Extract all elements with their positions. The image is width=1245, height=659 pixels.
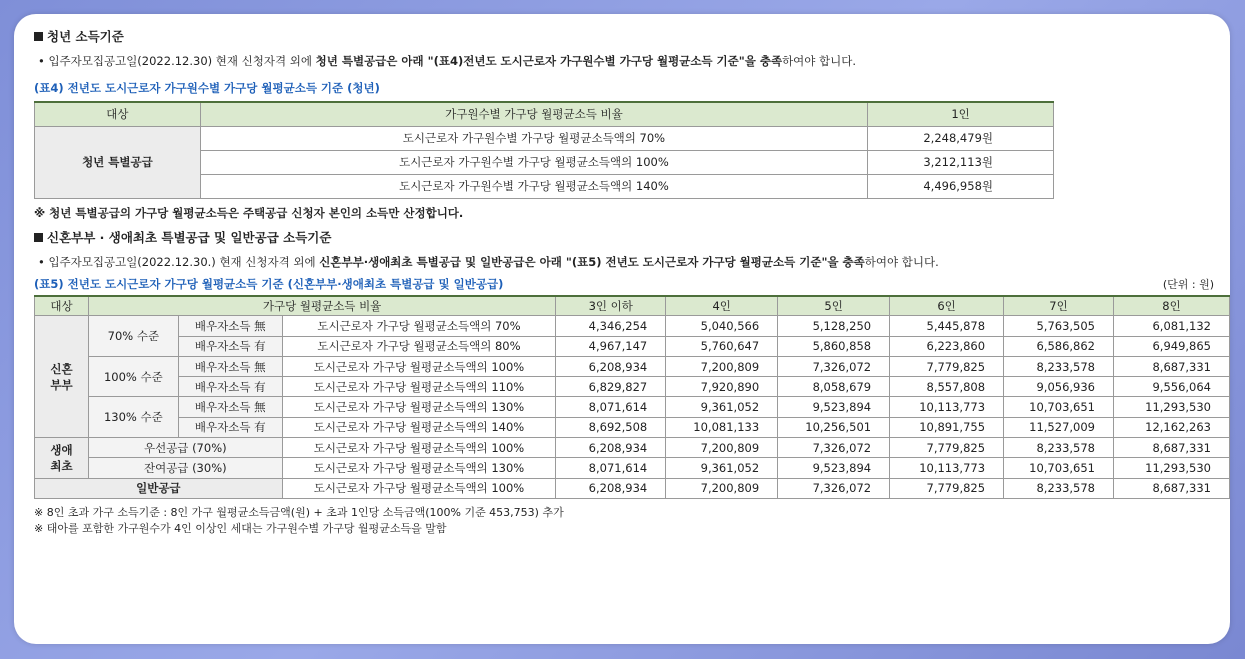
youth-note: ※ 청년 특별공급의 가구당 월평균소득은 주택공급 신청자 본인의 소득만 산정합니다.: [34, 205, 464, 220]
table5-header: 3인 이하: [556, 296, 666, 316]
spouse-income: 배우자소득 無: [178, 356, 282, 376]
table4-target: 청년 특별공급: [35, 126, 201, 198]
value: 11,293,530: [1114, 458, 1230, 478]
value: 9,556,064: [1114, 377, 1230, 397]
youth-heading: [34, 28, 1214, 46]
square-bullet-icon: [34, 32, 43, 41]
level-label: 130% 수준: [88, 397, 178, 438]
value: 7,200,809: [666, 478, 778, 498]
table4-header: 대상: [35, 102, 201, 126]
value: 5,040,566: [666, 316, 778, 336]
table-row: [35, 356, 1230, 376]
supply-label: 잔여공급 (30%): [88, 458, 282, 478]
table5-caption-row: [34, 275, 1214, 293]
value: 8,687,331: [1114, 438, 1230, 458]
table-row: [35, 438, 1230, 458]
level-label: 100% 수준: [88, 356, 178, 397]
footnotes: [34, 505, 1214, 537]
value: 7,326,072: [778, 356, 890, 376]
ratio: 도시근로자 가구당 월평균소득액의 130%: [282, 458, 556, 478]
value: 7,920,890: [666, 377, 778, 397]
table4-ratio: 도시근로자 가구원수별 가구당 월평균소득액의 140%: [200, 174, 867, 198]
spouse-income: 배우자소득 有: [178, 377, 282, 397]
value: 9,523,894: [778, 458, 890, 478]
value: 7,326,072: [778, 478, 890, 498]
level-label: 70% 수준: [88, 316, 178, 357]
table-row: [35, 458, 1230, 478]
value: 6,586,862: [1004, 336, 1114, 356]
ratio: 도시근로자 가구당 월평균소득액의 100%: [282, 356, 556, 376]
value: 10,113,773: [890, 397, 1004, 417]
value: 8,687,331: [1114, 478, 1230, 498]
youth-intro-a: • 입주자모집공고일(2022.12.30) 현재 신청자격 외에: [38, 54, 316, 68]
value: 8,058,679: [778, 377, 890, 397]
newlywed-intro-c: 하여야 합니다.: [864, 254, 939, 269]
ratio: 도시근로자 가구당 월평균소득액의 130%: [282, 397, 556, 417]
value: 8,071,614: [556, 458, 666, 478]
value: 4,967,147: [556, 336, 666, 356]
value: 6,208,934: [556, 478, 666, 498]
document-card: [14, 14, 1230, 644]
group-first-time: 생애 최초: [35, 438, 89, 479]
table4-header: 가구원수별 가구당 월평균소득 비율: [200, 102, 867, 126]
table5-header: 6인: [890, 296, 1004, 316]
ratio: 도시근로자 가구당 월평균소득액의 100%: [282, 478, 556, 498]
value: 6,208,934: [556, 356, 666, 376]
value: 10,703,651: [1004, 397, 1114, 417]
general-supply-label: 일반공급: [35, 478, 283, 498]
table5-header: 4인: [666, 296, 778, 316]
ratio: 도시근로자 가구당 월평균소득액의 140%: [282, 417, 556, 437]
value: 9,523,894: [778, 397, 890, 417]
value: 12,162,263: [1114, 417, 1230, 437]
value: 7,779,825: [890, 478, 1004, 498]
value: 5,128,250: [778, 316, 890, 336]
value: 4,346,254: [556, 316, 666, 336]
value: 10,256,501: [778, 417, 890, 437]
value: 6,949,865: [1114, 336, 1230, 356]
value: 7,326,072: [778, 438, 890, 458]
youth-heading-text: 청년 소득기준: [47, 29, 124, 44]
value: 8,557,808: [890, 377, 1004, 397]
table4-value: 2,248,479원: [868, 126, 1054, 150]
value: 11,527,009: [1004, 417, 1114, 437]
table5-header: 7인: [1004, 296, 1114, 316]
spouse-income: 배우자소득 有: [178, 336, 282, 356]
spouse-income: 배우자소득 有: [178, 417, 282, 437]
table-row: [35, 316, 1230, 336]
value: 8,687,331: [1114, 356, 1230, 376]
ratio: 도시근로자 가구당 월평균소득액의 110%: [282, 377, 556, 397]
value: 7,779,825: [890, 438, 1004, 458]
footnote-2: ※ 태아를 포함한 가구원수가 4인 이상인 세대는 가구원수별 가구당 월평균소득을 말함: [34, 521, 447, 535]
value: 5,445,878: [890, 316, 1004, 336]
value: 8,233,578: [1004, 356, 1114, 376]
value: 6,223,860: [890, 336, 1004, 356]
supply-label: 우선공급 (70%): [88, 438, 282, 458]
value: 5,860,858: [778, 336, 890, 356]
table5-header: 가구당 월평균소득 비율: [88, 296, 555, 316]
value: 7,200,809: [666, 356, 778, 376]
table-row: [35, 417, 1230, 437]
table5-header: 대상: [35, 296, 89, 316]
table5-caption: (표5) 전년도 도시근로자 가구당 월평균소득 기준 (신혼부부·생애최초 특별공급 및 일반공급): [34, 276, 504, 291]
value: 5,763,505: [1004, 316, 1114, 336]
newlywed-intro-b: 신혼부부·생애최초 특별공급 및 일반공급은 아래 "(표5) 전년도 도시근로자 가구당 월평균소득 기준"을 충족: [319, 254, 865, 269]
table5-header-row: [35, 296, 1230, 316]
table-row: [35, 126, 1054, 150]
youth-intro-b: 청년 특별공급은 아래 "(표4)전년도 도시근로자 가구원수별 가구당 월평균소득 기준"을 충족: [315, 54, 783, 68]
value: 5,760,647: [666, 336, 778, 356]
value: 7,779,825: [890, 356, 1004, 376]
value: 8,692,508: [556, 417, 666, 437]
table-row: [35, 478, 1230, 498]
table4-header-row: [35, 102, 1054, 126]
ratio: 도시근로자 가구당 월평균소득액의 100%: [282, 438, 556, 458]
table5-unit: (단위 : 원): [1162, 277, 1214, 291]
value: 6,081,132: [1114, 316, 1230, 336]
value: 11,293,530: [1114, 397, 1230, 417]
newlywed-heading: [34, 229, 1214, 247]
ratio: 도시근로자 가구당 월평균소득액의 80%: [282, 336, 556, 356]
table4: [34, 101, 1054, 199]
table4-ratio: 도시근로자 가구원수별 가구당 월평균소득액의 70%: [200, 126, 867, 150]
value: 10,081,133: [666, 417, 778, 437]
table4-ratio: 도시근로자 가구원수별 가구당 월평균소득액의 100%: [200, 150, 867, 174]
footnote-1: ※ 8인 초과 가구 소득기준 : 8인 가구 월평균소득금액(원) + 초과 1인당 소득금액(100% 기준 453,753) 추가: [34, 505, 564, 519]
table4-header: 1인: [868, 102, 1054, 126]
value: 6,208,934: [556, 438, 666, 458]
table-row: [35, 377, 1230, 397]
table4-value: 3,212,113원: [868, 150, 1054, 174]
table5: [34, 295, 1230, 499]
square-bullet-icon: [34, 233, 43, 242]
value: 7,200,809: [666, 438, 778, 458]
newlywed-heading-text: 신혼부부 · 생애최초 특별공급 및 일반공급 소득기준: [47, 229, 332, 245]
table5-header: 5인: [778, 296, 890, 316]
spouse-income: 배우자소득 無: [178, 397, 282, 417]
value: 10,703,651: [1004, 458, 1114, 478]
newlywed-intro: [38, 253, 1214, 271]
value: 6,829,827: [556, 377, 666, 397]
ratio: 도시근로자 가구당 월평균소득액의 70%: [282, 316, 556, 336]
table4-caption: (표4) 전년도 도시근로자 가구원수별 가구당 월평균소득 기준 (청년): [34, 81, 380, 95]
value: 9,056,936: [1004, 377, 1114, 397]
youth-intro-c: 하여야 합니다.: [782, 54, 857, 68]
spouse-income: 배우자소득 無: [178, 316, 282, 336]
value: 9,361,052: [666, 458, 778, 478]
group-newlywed: 신혼 부부: [35, 316, 89, 438]
value: 9,361,052: [666, 397, 778, 417]
table5-header: 8인: [1114, 296, 1230, 316]
youth-intro: [38, 52, 1214, 70]
value: 10,891,755: [890, 417, 1004, 437]
value: 8,233,578: [1004, 478, 1114, 498]
table-row: [35, 397, 1230, 417]
value: 8,233,578: [1004, 438, 1114, 458]
value: 8,071,614: [556, 397, 666, 417]
value: 10,113,773: [890, 458, 1004, 478]
newlywed-intro-a: • 입주자모집공고일(2022.12.30.) 현재 신청자격 외에: [38, 254, 320, 269]
table-row: [35, 336, 1230, 356]
table4-value: 4,496,958원: [868, 174, 1054, 198]
